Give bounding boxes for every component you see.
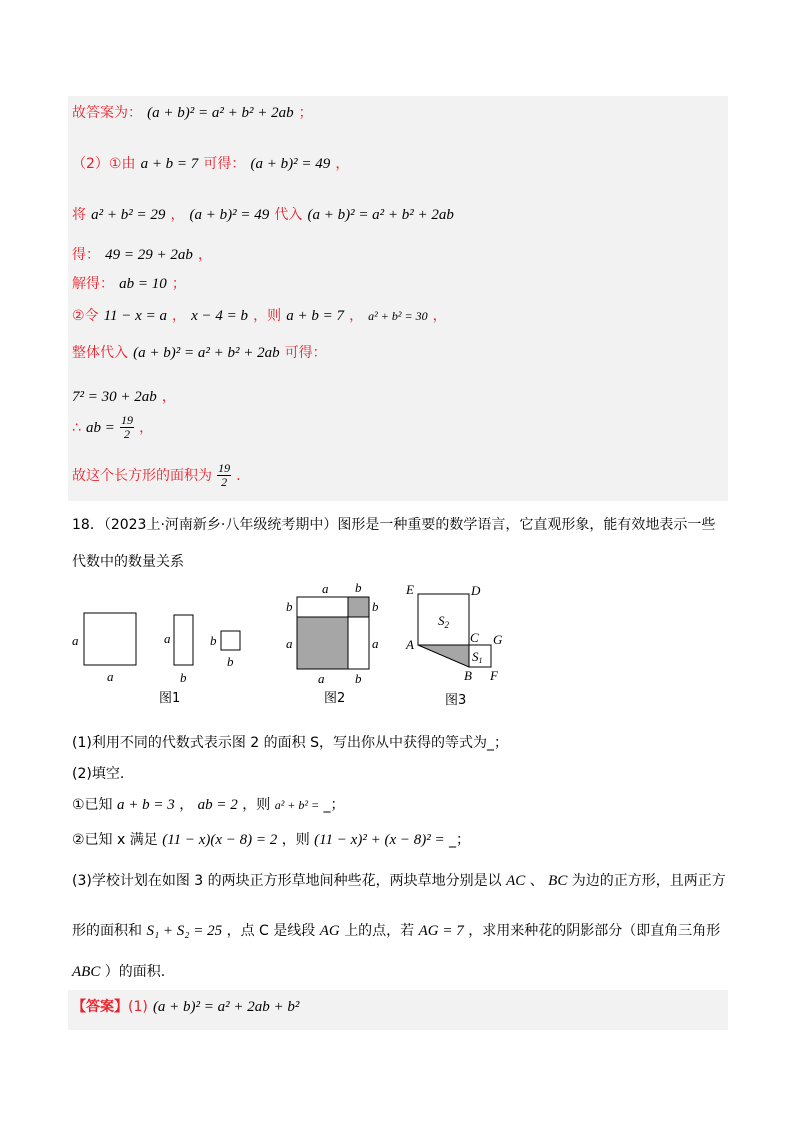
step-label: ②令 xyxy=(72,308,99,324)
solution-line-7 xyxy=(72,342,327,362)
shaded-square-b xyxy=(348,597,369,617)
question-part-3-line-3 xyxy=(72,961,165,981)
blank: _； xyxy=(323,797,345,813)
denominator: 2 xyxy=(123,427,130,441)
question-text: （2023上·河南新乡·八年级统考期中）图形是一种重要的数学语言，它直观形象，能有效地表示一些 xyxy=(103,517,716,533)
solution-line-3 xyxy=(72,204,454,224)
punct: ， xyxy=(197,247,212,263)
solution-line-1 xyxy=(72,102,313,122)
denominator: 2 xyxy=(221,475,228,489)
label-E: E xyxy=(406,582,414,597)
rectangle-ab xyxy=(174,615,193,665)
question-part-3-line-2 xyxy=(72,920,720,940)
question-part-2a xyxy=(72,794,345,814)
conclusion-text: 故这个长方形的面积为 xyxy=(72,468,212,484)
figure-1-caption: 图1 xyxy=(159,691,181,706)
punct: ， xyxy=(335,156,350,172)
step-label: （2）①由 xyxy=(72,156,136,172)
numerator: 19 xyxy=(218,461,231,475)
punct: ， xyxy=(432,308,447,324)
question-part-2b xyxy=(72,829,470,849)
punct: ， xyxy=(170,207,185,223)
question-text: (1)利用不同的代数式表示图 2 的面积 S，写出你从中获得的等式为_； xyxy=(72,735,508,751)
formula: ab = 2 xyxy=(197,797,238,813)
question-text: ，则 xyxy=(242,797,271,813)
step-text: 代入 xyxy=(274,207,303,223)
formula: a + b = 3 xyxy=(117,797,175,813)
therefore-symbol: ∴ xyxy=(72,420,81,436)
label-D: D xyxy=(471,583,481,598)
label-a: a xyxy=(286,636,293,651)
question-text: ，点 C 是线段 xyxy=(226,923,316,939)
question-text: ，求用来种花的阴影部分（即直角三角形 xyxy=(468,923,721,939)
formula: (a + b)² = a² + b² + 2ab xyxy=(147,105,294,121)
solution-line-6 xyxy=(72,305,447,325)
punct: ． xyxy=(236,468,251,484)
punct: ， xyxy=(179,797,194,813)
formula: S₁ + S₂ = 25 xyxy=(146,923,223,939)
shaded-triangle-abc xyxy=(418,645,469,667)
formula: ABC xyxy=(72,964,101,980)
formula: (11 − x)² + (x − 8)² = xyxy=(314,832,445,848)
formula: (11 − x)(x − 8) = 2 xyxy=(162,832,278,848)
step-text: 解得： xyxy=(72,276,114,292)
formula: AG = 7 xyxy=(418,923,464,939)
question-number: 18． xyxy=(72,517,104,533)
solution-line-5 xyxy=(72,273,186,293)
formula: ab = 10 xyxy=(119,276,167,292)
label-b: b xyxy=(286,599,293,614)
figure-2-caption: 图2 xyxy=(324,691,346,706)
solution-line-10 xyxy=(72,462,250,489)
square-b xyxy=(221,631,240,650)
figure-3 xyxy=(405,582,503,708)
figures xyxy=(60,578,530,718)
question-text: ②已知 x 满足 xyxy=(72,832,158,848)
label-A: A xyxy=(406,637,414,652)
formula: a² + b² = 29 xyxy=(91,207,166,223)
punct: ， xyxy=(161,389,176,405)
answer-part: (1) xyxy=(128,999,148,1015)
question-text: 形的面积和 xyxy=(72,923,142,939)
label-a: a xyxy=(72,633,79,648)
step-text: 整体代入 xyxy=(72,345,128,361)
label-a: a xyxy=(164,631,171,646)
formula: a² + b² = 30 xyxy=(368,309,428,323)
formula: AC xyxy=(506,873,526,889)
solution-line-9 xyxy=(72,414,153,441)
label-S1: S1 xyxy=(472,649,483,665)
question-text: 代数中的数量关系 xyxy=(72,554,184,570)
formula: ab = xyxy=(86,420,115,436)
formula: (a + b)² = 49 xyxy=(250,156,331,172)
question-part-3-line-1 xyxy=(72,870,726,890)
solution-line-2 xyxy=(72,153,349,173)
question-stem-line-1 xyxy=(72,514,715,534)
label-b: b xyxy=(227,654,234,669)
punct: ， xyxy=(139,420,154,436)
answer-label: 故答案为： xyxy=(72,105,142,121)
formula: 7² = 30 + 2ab xyxy=(72,389,157,405)
fraction xyxy=(120,414,134,441)
label-b: b xyxy=(355,671,362,686)
question-text: (2)填空. xyxy=(72,766,125,782)
formula: a + b = 7 xyxy=(286,308,344,324)
formula: (a + b)² = a² + b² + 2ab xyxy=(307,207,454,223)
label-a: a xyxy=(322,581,329,596)
question-stem-line-2 xyxy=(72,551,184,571)
figure-1 xyxy=(72,613,240,706)
punct: ， xyxy=(172,308,187,324)
question-part-2 xyxy=(72,763,124,783)
step-text: 得： xyxy=(72,247,100,263)
solution-line-8 xyxy=(72,386,176,406)
label-B: B xyxy=(464,668,472,683)
punct: ； xyxy=(171,276,186,292)
label-b: b xyxy=(372,599,379,614)
question-text: 为边的正方形，且两正方 xyxy=(571,873,726,889)
label-G: G xyxy=(493,632,503,647)
formula: (a + b)² = a² + b² + 2ab xyxy=(133,345,280,361)
formula: a + b = 7 xyxy=(140,156,199,172)
label-a: a xyxy=(107,669,114,684)
formula: (a + b)² = a² + 2ab + b² xyxy=(152,999,300,1015)
label-S2: $S_2$ xyxy=(438,613,449,630)
solution-line-4 xyxy=(72,244,212,264)
formula: 11 − x = a xyxy=(103,308,167,324)
label-a: a xyxy=(372,636,379,651)
step-text: 可得： xyxy=(284,345,327,361)
formula: a² + b² = xyxy=(274,798,320,812)
figure-2 xyxy=(286,580,379,706)
label-F: F xyxy=(490,668,498,683)
step-text: 可得： xyxy=(203,156,246,172)
question-text: ）的面积. xyxy=(104,964,166,980)
answer-line xyxy=(72,996,299,1016)
formula: AG xyxy=(319,923,340,939)
formula: 49 = 29 + 2ab xyxy=(105,247,193,263)
question-text: 上的点，若 xyxy=(344,923,415,939)
punct: ， xyxy=(349,308,364,324)
numerator: 19 xyxy=(120,413,133,427)
blank: _； xyxy=(449,832,471,848)
formula: x − 4 = b xyxy=(191,308,249,324)
label-b: b xyxy=(210,633,217,648)
figure-3-caption: 图3 xyxy=(445,693,467,708)
punct: 、 xyxy=(529,873,544,889)
formula: BC xyxy=(548,873,568,889)
punct: ； xyxy=(298,105,313,121)
question-text: ①已知 xyxy=(72,797,113,813)
shaded-square-a xyxy=(297,617,348,669)
step-text: 将 xyxy=(72,207,86,223)
question-text: (3)学校计划在如图 3 的两块正方形草地间种些花，两块草地分别是以 xyxy=(72,873,502,889)
step-text: ，则 xyxy=(253,308,282,324)
question-text: ，则 xyxy=(281,832,310,848)
formula: (a + b)² = 49 xyxy=(189,207,270,223)
fraction xyxy=(217,462,231,489)
label-C: C xyxy=(470,630,479,645)
answer-tag: 【答案】 xyxy=(72,999,128,1015)
square-a xyxy=(84,613,136,665)
label-b: b xyxy=(180,670,187,685)
label-a: a xyxy=(318,671,325,686)
question-part-1 xyxy=(72,732,508,752)
label-b: b xyxy=(355,580,362,595)
